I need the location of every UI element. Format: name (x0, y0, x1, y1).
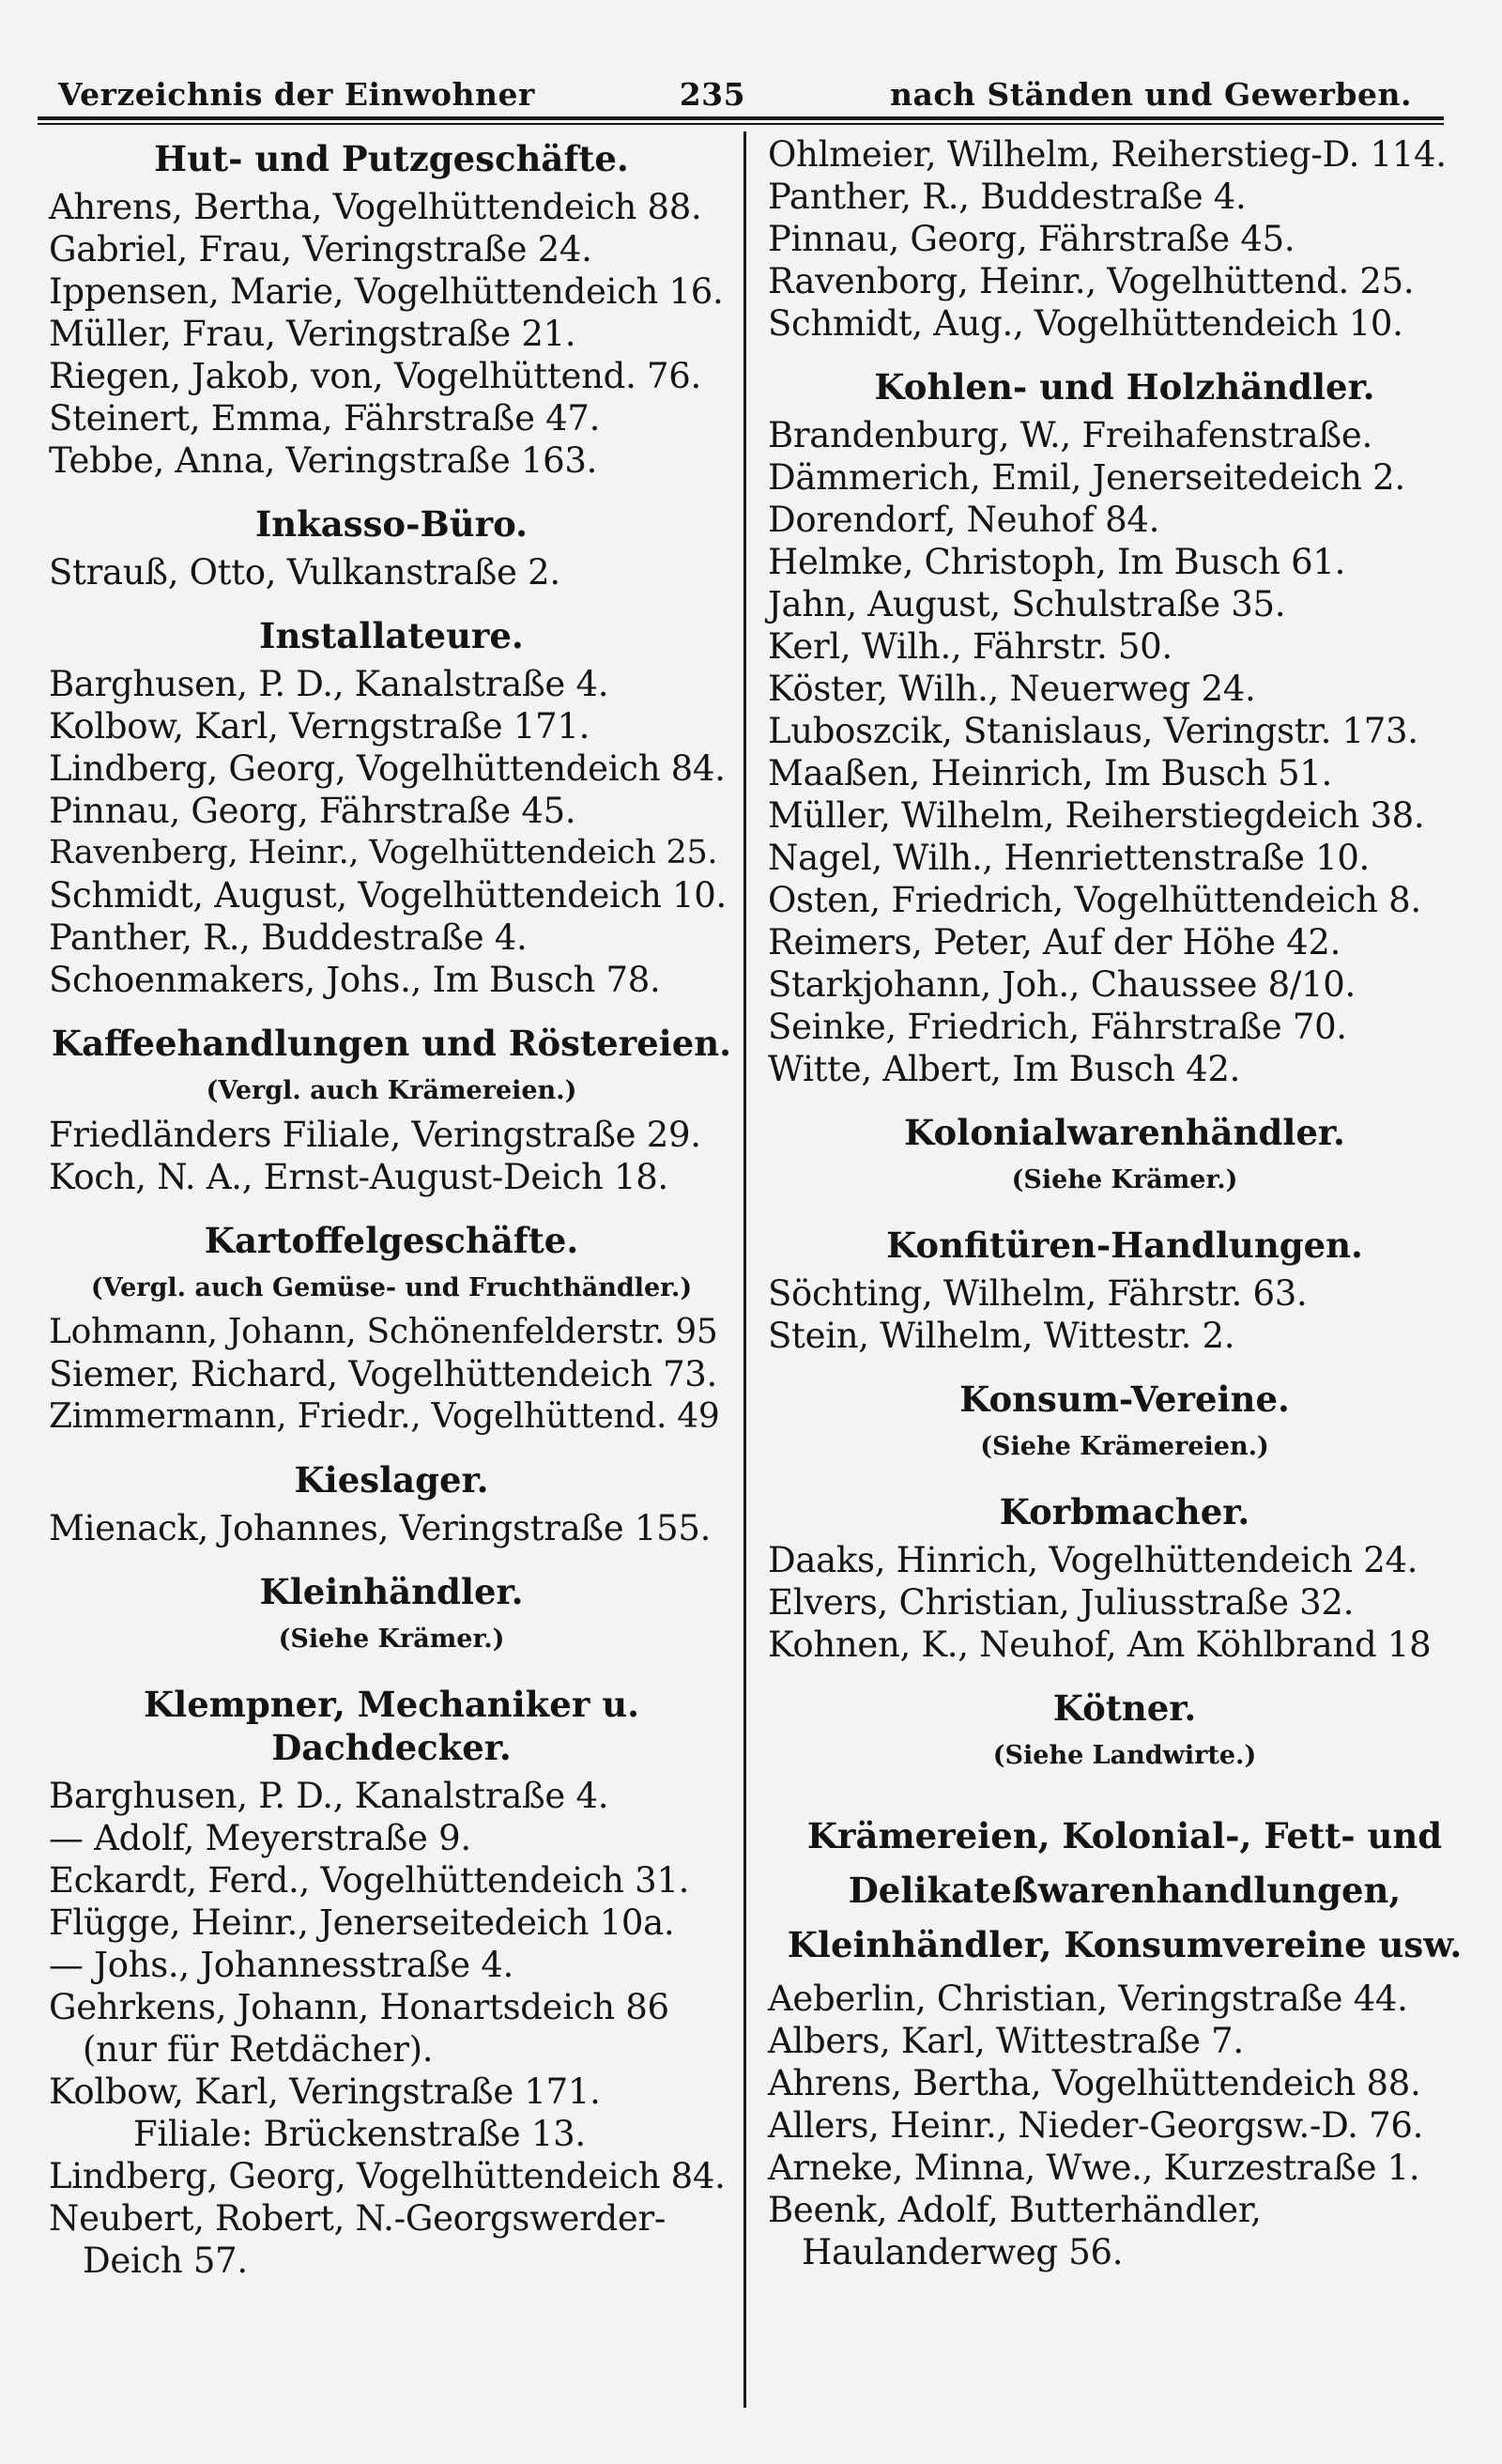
section-heading: Konsum-Vereine. (959, 1378, 1290, 1420)
right-column (768, 133, 1481, 2273)
section-konsum-vereine (768, 1357, 1481, 1468)
directory-entry: Mienack, Johannes, Veringstraße 155. (49, 1508, 712, 1548)
directory-entry: Pinnau, Georg, Fährstraße 45. (49, 791, 576, 831)
directory-entry: Schoenmakers, Johs., Im Busch 78. (49, 960, 661, 1000)
section-hut-putz (49, 133, 734, 482)
header-right-title: nach Ständen und Gewerben. (889, 75, 1412, 113)
directory-entry: Friedländers Filiale, Veringstraße 29. (49, 1115, 701, 1155)
directory-entry: Ahrens, Bertha, Vogelhüttendeich 88. (768, 2063, 1421, 2103)
directory-entry: Flügge, Heinr., Jenerseitedeich 10a. (49, 1902, 675, 1943)
section-heading: Konfitüren-Handlungen. (886, 1224, 1363, 1266)
section-koetner (768, 1666, 1481, 1777)
directory-entry: Panther, R., Buddestraße 4. (768, 177, 1247, 217)
section-heading: Hut- und Putzgeschäfte. (154, 138, 629, 179)
directory-entry: Köster, Wilh., Neuerweg 24. (768, 669, 1256, 709)
header-rule-thin (38, 123, 1444, 125)
directory-entry: Panther, R., Buddestraße 4. (49, 917, 528, 958)
directory-entry: Nagel, Wilh., Henriettenstraße 10. (768, 838, 1371, 878)
section-inkasso (49, 482, 734, 593)
section-heading: Kötner. (1052, 1687, 1197, 1729)
section-heading: Kohlen- und Holzhändler. (874, 366, 1375, 408)
section-kleinhaendler (49, 1549, 734, 1660)
directory-entry: Dorendorf, Neuhof 84. (768, 500, 1160, 540)
directory-entry: Ravenberg, Heinr., Vogelhüttendeich 25. (49, 834, 718, 871)
section-note: (Siehe Krämereien.) (980, 1432, 1269, 1461)
directory-entry: Allers, Heinr., Nieder-Georgsw.-D. 76. (768, 2105, 1424, 2146)
section-note: (Siehe Krämer.) (1011, 1165, 1238, 1194)
directory-entry: Müller, Wilhelm, Reiherstiegdeich 38. (768, 795, 1425, 836)
directory-entry: Elvers, Christian, Juliusstraße 32. (768, 1582, 1355, 1623)
directory-entry: Schmidt, August, Vogelhüttendeich 10. (49, 875, 727, 916)
section-heading: Inkasso-Büro. (254, 503, 529, 545)
directory-entry: Söchting, Wilhelm, Fährstr. 63. (768, 1273, 1308, 1314)
section-note: (Vergl. auch Krämereien.) (206, 1076, 577, 1105)
directory-entry: Kolbow, Karl, Veringstraße 171. (49, 2071, 601, 2112)
section-kraemereien (768, 1779, 1481, 2273)
directory-entry: Filiale: Brückenstraße 13. (133, 2114, 586, 2154)
directory-entry: — Johs., Johannesstraße 4. (49, 1945, 513, 1985)
section-kieslager (49, 1438, 734, 1549)
directory-entry: Schmidt, Aug., Vogelhüttendeich 10. (768, 303, 1403, 344)
directory-entry: Eckardt, Ferd., Vogelhüttendeich 31. (49, 1860, 690, 1901)
directory-entry: Müller, Frau, Veringstraße 21. (49, 314, 576, 354)
directory-entry: Siemer, Richard, Vogelhüttendeich 73. (49, 1354, 718, 1394)
section-kohlen-holz (768, 345, 1481, 1090)
directory-entry: Seinke, Friedrich, Fährstraße 70. (768, 1007, 1347, 1047)
section-heading: Kartoffelgeschäfte. (204, 1220, 579, 1261)
directory-entry: Daaks, Hinrich, Vogelhüttendeich 24. (768, 1540, 1418, 1580)
directory-entry: Stein, Wilhelm, Wittestr. 2. (768, 1316, 1235, 1356)
directory-entry: Kohnen, K., Neuhof, Am Köhlbrand 18 (768, 1625, 1432, 1665)
left-column (49, 133, 734, 2282)
directory-entry: Riegen, Jakob, von, Vogelhüttend. 76. (49, 356, 701, 396)
directory-entry: Ippensen, Marie, Vogelhüttendeich 16. (49, 271, 724, 312)
directory-entry: Jahn, August, Schulstraße 35. (768, 584, 1286, 624)
directory-entry: Koch, N. A., Ernst-August-Deich 18. (49, 1157, 668, 1197)
directory-entry: Gehrkens, Johann, Honartsdeich 86 (nur für Retdächer). (49, 1987, 669, 2070)
directory-entry: Dämmerich, Emil, Jenerseitedeich 2. (768, 457, 1405, 498)
section-note: (Vergl. auch Gemüse- und Fruchthändler.) (90, 1273, 693, 1302)
directory-entry: Tebbe, Anna, Veringstraße 163. (49, 440, 598, 481)
directory-entry: — Adolf, Meyerstraße 9. (49, 1818, 471, 1858)
section-klempner (49, 1662, 734, 2282)
section-note: (Siehe Landwirte.) (992, 1741, 1257, 1770)
directory-entry: Gabriel, Frau, Veringstraße 24. (49, 229, 592, 270)
directory-entry: Reimers, Peter, Auf der Höhe 42. (768, 922, 1341, 962)
directory-entry: Brandenburg, W., Freihafenstraße. (768, 415, 1372, 455)
directory-entry: Neubert, Robert, N.-Georgswerder-Deich 57. (49, 2198, 667, 2281)
section-kolonialwaren (768, 1090, 1481, 1201)
directory-entry: Kolbow, Karl, Verngstraße 171. (49, 706, 590, 747)
directory-entry: Maaßen, Heinrich, Im Busch 51. (768, 753, 1333, 793)
directory-entry: Zimmermann, Friedr., Vogelhüttend. 49 (49, 1397, 720, 1436)
directory-entry: Starkjohann, Joh., Chaussee 8/10. (768, 964, 1356, 1005)
directory-entry: Aeberlin, Christian, Veringstraße 44. (768, 1979, 1408, 2019)
section-heading: Installateure. (259, 615, 524, 656)
section-korbmacher (768, 1470, 1481, 1666)
section-kartoffel (49, 1198, 734, 1438)
directory-entry: Lohmann, Johann, Schönenfelderstr. 95 (49, 1313, 718, 1351)
section-konfitueren (768, 1203, 1481, 1357)
directory-entry: Lindberg, Georg, Vogelhüttendeich 84. (49, 748, 726, 789)
section-note: (Siehe Krämer.) (278, 1625, 505, 1654)
header-rule (38, 116, 1444, 120)
section-installateure (49, 593, 734, 1001)
section-continued (768, 133, 1481, 345)
column-divider (743, 131, 746, 2408)
directory-entry: Arneke, Minna, Wwe., Kurzestraße 1. (768, 2148, 1420, 2188)
directory-entry: Ohlmeier, Wilhelm, Reiherstieg-D. 114. (768, 134, 1447, 175)
directory-entry: Witte, Albert, Im Busch 42. (768, 1049, 1241, 1089)
section-heading: Kaffeehandlungen und Röstereien. (51, 1023, 732, 1064)
section-heading: Kleinhändler. (259, 1571, 524, 1612)
directory-entry: Beenk, Adolf, Butterhändler, Haulanderweg 56. (768, 2190, 1262, 2272)
directory-entry: Barghusen, P. D., Kanalstraße 4. (49, 664, 609, 704)
directory-entry: Pinnau, Georg, Fährstraße 45. (768, 219, 1295, 259)
directory-entry: Osten, Friedrich, Vogelhüttendeich 8. (768, 880, 1421, 920)
directory-entry: Albers, Karl, Wittestraße 7. (768, 2021, 1244, 2061)
section-heading: Kolonialwarenhändler. (904, 1112, 1345, 1153)
directory-entry: Kerl, Wilh., Fährstr. 50. (768, 626, 1172, 667)
directory-entry: Steinert, Emma, Fährstraße 47. (49, 398, 601, 439)
directory-entry: Lindberg, Georg, Vogelhüttendeich 84. (49, 2156, 726, 2196)
directory-entry: Luboszcik, Stanislaus, Veringstr. 173. (768, 711, 1418, 751)
directory-entry: Barghusen, P. D., Kanalstraße 4. (49, 1776, 609, 1816)
section-heading: Klempner, Mechaniker u. Dachdecker. (144, 1684, 639, 1768)
running-header (58, 68, 1412, 120)
section-heading: Korbmacher. (999, 1491, 1250, 1532)
section-heading: Krämereien, Kolonial-, Fett- und Delikateßwarenhandlungen, Kleinhändler, Konsumvereine usw. (787, 1815, 1463, 1965)
page-number: 235 (679, 75, 746, 113)
directory-entry: Ravenborg, Heinr., Vogelhüttend. 25. (768, 261, 1415, 301)
directory-entry: Strauß, Otto, Vulkanstraße 2. (49, 552, 560, 593)
directory-entry: Helmke, Christoph, Im Busch 61. (768, 542, 1346, 582)
section-kaffee (49, 1001, 734, 1198)
section-heading: Kieslager. (294, 1459, 489, 1501)
directory-entry: Ahrens, Bertha, Vogelhüttendeich 88. (49, 187, 702, 227)
header-left-title: Verzeichnis der Einwohner (58, 75, 535, 113)
